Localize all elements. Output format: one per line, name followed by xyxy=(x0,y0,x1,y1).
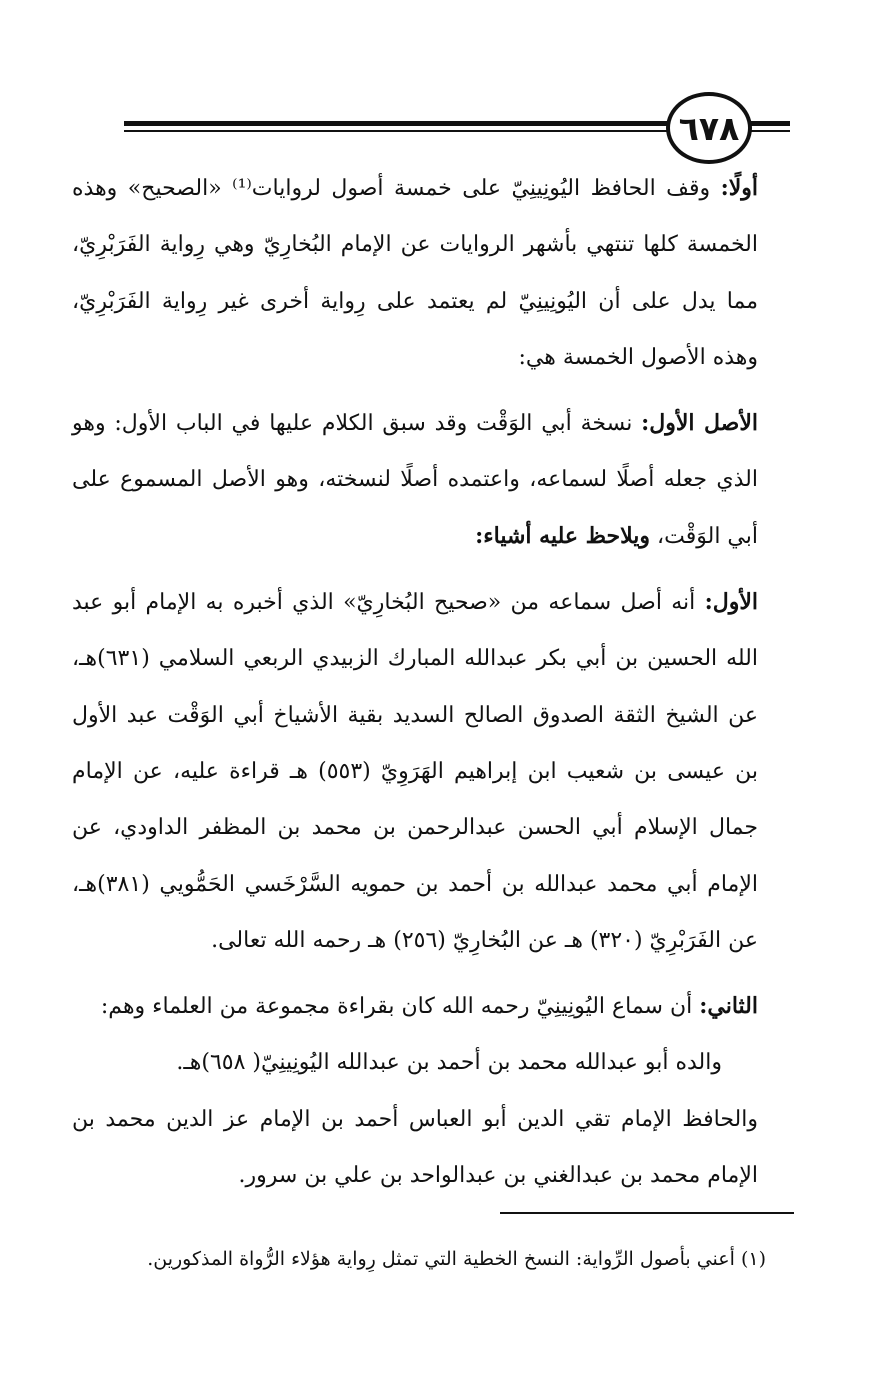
paragraph-first-source xyxy=(72,395,794,566)
paragraph-lead: الأول: xyxy=(704,588,758,615)
footnote-divider xyxy=(500,1212,794,1214)
main-text xyxy=(72,160,794,1204)
paragraph-lead: أولًا: xyxy=(720,175,758,201)
paragraph-narrator-two xyxy=(72,1092,794,1205)
paragraph-point-two xyxy=(72,978,794,1035)
footnote xyxy=(72,1235,794,1283)
paragraph-text: والده أبو عبدالله محمد بن أحمد بن عبدالله اليُونِينِيّ( ٦٥٨)هـ. xyxy=(176,1050,722,1076)
paragraph-point-one xyxy=(72,574,794,970)
footnote-text: (١) أعني بأصول الرِّواية: النسخ الخطية التي تمثل رِواية هؤلاء الرُّواة المذكورين. xyxy=(147,1248,766,1270)
paragraph-narrator-one xyxy=(72,1035,794,1091)
paragraph-text: أنه أصل سماعه من «صحيح البُخارِيّ» الذي أخبره به الإمام أبو عبد الله الحسين بن أبي بكر عبدالله المبارك الزبيدي الربعي السلامي (٦٣١)هـ، عن الشيخ الثقة الصدوق الصالح السديد بقية الأشياخ أبي الوَقْت عبد الأول بن عيسى بن شعيب ابن إبراهيم الهَرَوِيّ (٥٥٣) هـ قراءة عليه، عن الإمام جمال الإسلام أبي الحسن عبدالرحمن بن محمد بن المظفر الداودي، عن الإمام أبي محمد عبدالله بن أحمد بن حمويه السَّرْخَسي الحَمُّويي (٣٨١)هـ، عن الفَرَبْرِيّ (٣٢٠) هـ عن البُخارِيّ (٢٥٦) هـ رحمه الله تعالى. xyxy=(72,589,758,954)
header-rule-left xyxy=(124,121,669,135)
paragraph-intro xyxy=(72,160,794,387)
paragraph-text: وقف الحافظ اليُونِينِيّ على خمسة أصول لروايات⁽¹⁾ «الصحيح» وهذه الخمسة كلها تنتهي بأشهر الروايات عن الإمام البُخارِيّ وهي رِواية الفَرَبْرِيّ، مما يدل على أن اليُونِينِيّ لم يعتمد على رِواية أخرى غير رِواية الفَرَبْرِيّ، وهذه الأصول الخمسة هي: xyxy=(72,176,758,371)
paragraph-trail: ويلاحظ عليه أشياء: xyxy=(475,523,651,550)
page-number: ٦٧٨ xyxy=(666,92,752,164)
paragraph-text: نسخة أبي الوَقْت وقد سبق الكلام عليها في الباب الأول: وهو الذي جعله أصلًا لسماعه، واعتمده أصلًا لنسخته، وهو الأصل المسموع على أبي الوَقْت، xyxy=(72,410,758,550)
paragraph-text: والحافظ الإمام تقي الدين أبو العباس أحمد بن الإمام عز الدين محمد بن الإمام محمد بن عبدالغني بن عبدالواحد بن علي بن سرور. xyxy=(72,1106,758,1188)
paragraph-lead: الأصل الأول: xyxy=(641,409,758,436)
paragraph-text: أن سماع اليُونِينِيّ رحمه الله كان بقراءة مجموعة من العلماء وهم: xyxy=(100,993,700,1019)
header-rule-right xyxy=(750,121,790,135)
paragraph-lead: الثاني: xyxy=(699,992,758,1019)
